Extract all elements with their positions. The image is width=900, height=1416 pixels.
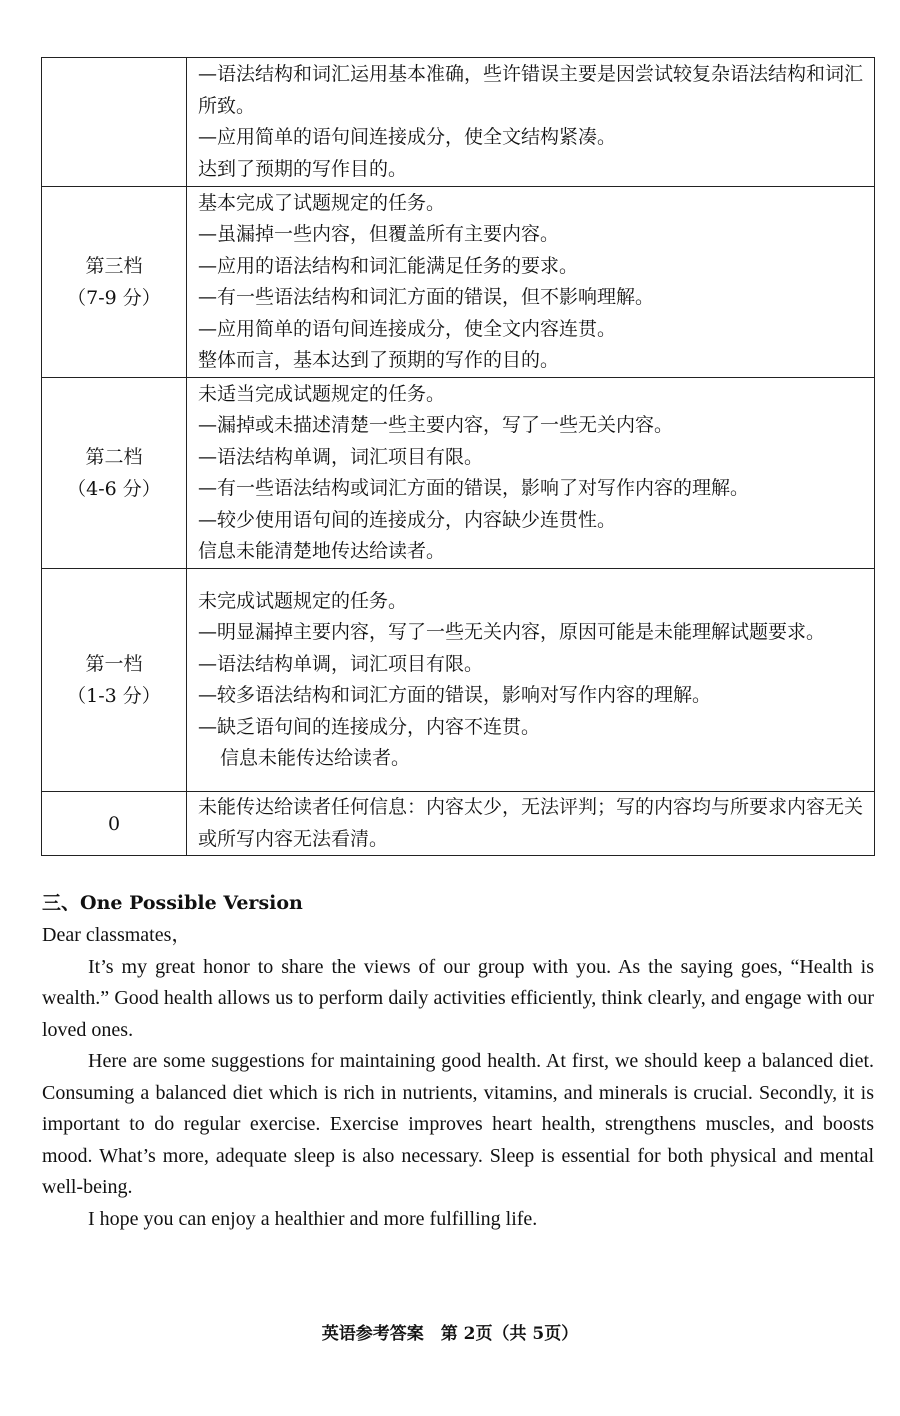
criteria-line: —虽漏掉一些内容，但覆盖所有主要内容。 [198,223,560,245]
grade-name: 第二档 [85,446,143,468]
criteria-cell [187,58,875,187]
section-heading [42,889,303,917]
grade-cell [42,58,187,187]
grade-range: （1-3 分） [67,685,161,707]
criteria-line: 达到了预期的写作目的。 [198,157,408,180]
grade-range: （4-6 分） [67,478,161,500]
grade-name: 0 [107,812,121,835]
criteria-line: 整体而言，基本达到了预期的写作的目的。 [198,349,560,371]
section-title: One Possible Version [80,892,303,914]
criteria-line: —应用简单的语句间连接成分，使全文内容连贯。 [198,317,617,340]
criteria-line: 未能传达给读者任何信息：内容太少，无法评判；写的内容均与所要求内容无关或所写内容无法看清。 [198,796,864,850]
criteria-line: —有一些语法结构和词汇方面的错误，但不影响理解。 [198,286,655,308]
criteria-line: 信息未能传达给读者。 [220,747,411,769]
criteria-line: 基本完成了试题规定的任务。 [198,191,446,214]
section-number: 三、 [42,892,81,914]
letter-greeting: Dear classmates， [42,924,192,946]
criteria-line: 信息未能清楚地传达给读者。 [198,540,446,562]
criteria-line: —缺乏语句间的连接成分，内容不连贯。 [198,715,541,738]
criteria-line: 未完成试题规定的任务。 [198,589,408,612]
letter-paragraph: I hope you can enjoy a healthier and more fulfilling life. [88,1207,538,1230]
rubric-row-grade-2 [42,378,875,569]
scoring-rubric-table [41,57,875,856]
criteria-cell [187,569,875,792]
criteria-line: —有一些语法结构或词汇方面的错误，影响了对写作内容的理解。 [198,477,750,499]
grade-range: （7-9 分） [67,287,161,309]
criteria-line: —应用的语法结构和词汇能满足任务的要求。 [198,254,579,277]
rubric-row-continued [42,58,875,187]
grade-name: 第一档 [85,653,143,675]
criteria-cell [187,187,875,378]
criteria-line: —语法结构单调，词汇项目有限。 [198,445,484,468]
criteria-cell [187,378,875,569]
criteria-line: —较少使用语句间的连接成分，内容缺少连贯性。 [198,508,617,531]
letter-paragraph: Here are some suggestions for maintaining good health. At first, we should keep a balanced diet. Consuming a balanced diet which is rich in nutrients, vitamins, and minerals is crucial. Secondly, it is important to do regular exercise. Exercise improves heart health, strengthens muscles, and boosts mood. What’s more, adequate sleep is also necessary. Sleep is essential for both physical and mental well-being. [42,1050,874,1198]
rubric-row-grade-0 [42,792,875,856]
page-footer: 英语参考答案 第 2页（共 5页） [321,1324,579,1344]
grade-name: 第三档 [85,255,143,277]
sample-letter [42,920,874,1235]
rubric-row-grade-1 [42,569,875,792]
criteria-line: —较多语法结构和词汇方面的错误，影响对写作内容的理解。 [198,684,712,706]
letter-paragraph: It’s my great honor to share the views of our group with you. As the saying goes, “Health is wealth.” Good health allows us to perform daily activities efficiently, think clearly, and engage with our loved ones. [42,955,874,1041]
criteria-line: 未适当完成试题规定的任务。 [198,382,446,405]
grade-cell [42,792,187,856]
criteria-cell [187,792,875,856]
criteria-line: —漏掉或未描述清楚一些主要内容，写了一些无关内容。 [198,414,674,436]
criteria-line: —明显漏掉主要内容，写了一些无关内容，原因可能是未能理解试题要求。 [198,621,826,643]
grade-cell [42,187,187,378]
criteria-line: —语法结构和词汇运用基本准确，些许错误主要是因尝试较复杂语法结构和词汇所致。 [198,63,864,117]
rubric-row-grade-3 [42,187,875,378]
criteria-line: —应用简单的语句间连接成分，使全文结构紧凑。 [198,126,617,148]
grade-cell [42,378,187,569]
grade-cell [42,569,187,792]
criteria-line: —语法结构单调，词汇项目有限。 [198,652,484,675]
